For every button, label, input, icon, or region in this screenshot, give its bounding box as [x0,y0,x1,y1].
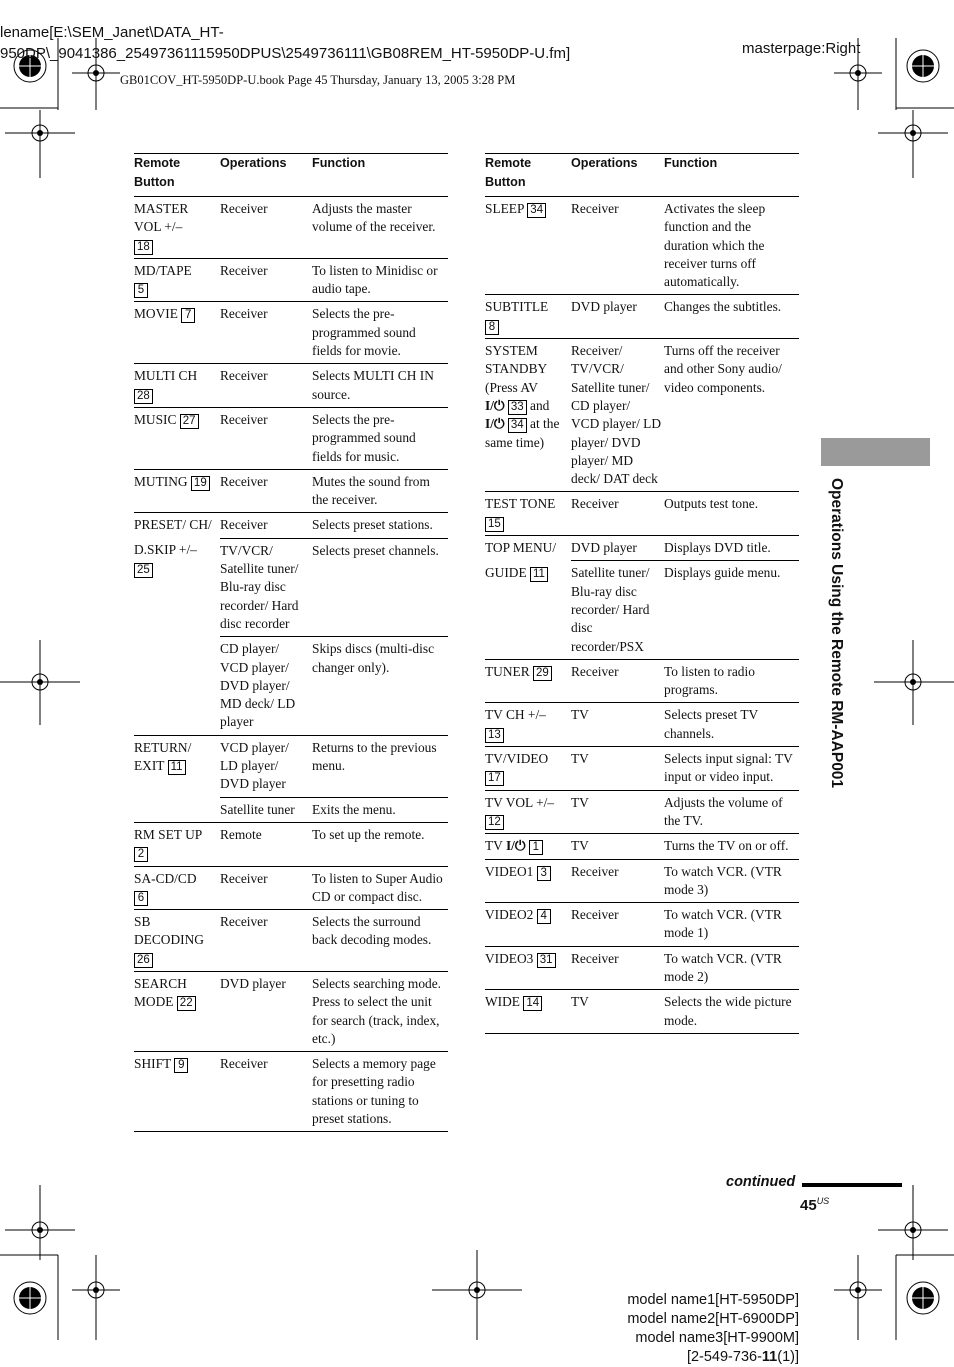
key-number-badge: 4 [537,909,551,924]
table-row: SEARCH MODE 22 DVD player Selects searching mode. Press to select the unit for search (track, index, etc.) [134,971,448,1051]
continued-bar [802,1183,902,1187]
table-row: MD/TAPE 5 Receiver To listen to Minidisc or audio tape. [134,258,448,302]
page-number: $45^{US}$ [800,1196,830,1214]
model-name-1: model name1[HT-5950DP] [627,1292,799,1308]
table-row: D.SKIP +/– 25 TV/VCR/ Satellite tuner/ Blu-ray disc recorder/ Hard disc recorder Selects preset channels. [134,538,448,636]
key-number-badge: 6 [134,891,148,906]
key-number-badge: 33 [508,400,527,415]
table-row: TV CH +/– 13 TV Selects preset TV channels. [485,703,799,747]
key-number-badge: 14 [523,996,542,1011]
table-row: VIDEO1 3 Receiver To watch VCR. (VTR mode 3) [485,859,799,903]
model-name-3: model name3[HT-9900M] [635,1330,799,1346]
header-function: Function [312,154,448,197]
part-number: [2-549-736-11(1)] [686,1349,799,1365]
table-row: MUTING 19 Receiver Mutes the sound from the receiver. [134,469,448,513]
key-number-badge: 28 [134,389,153,404]
table-row: TV/VIDEO 17 TV Selects input signal: TV input or video input. [485,747,799,791]
table-row: TOP MENU/ DVD player Displays DVD title. [485,536,799,561]
table-row: TV VOL +/– 12 TV Adjusts the volume of the TV. [485,790,799,834]
table-row: CD player/ VCD player/ DVD player/ MD deck/ LD player Skips discs (multi-disc changer only). [134,637,448,735]
key-number-badge: 19 [191,476,210,491]
header-remote-button: Remote Button [134,154,220,197]
key-number-badge: 26 [134,953,153,968]
key-number-badge: 29 [533,666,552,681]
key-number-badge: 15 [485,517,504,532]
table-row: VIDEO2 4 Receiver To watch VCR. (VTR mode 1) [485,903,799,947]
key-number-badge: 27 [180,414,199,429]
key-number-badge: 34 [508,418,527,433]
key-number-badge: 5 [134,283,148,298]
table-row: TV I/⏻ 1 TV Turns the TV on or off. [485,834,799,859]
remote-operations-table-right [485,153,799,1034]
table-row: TEST TONE 15 Receiver Outputs test tone. [485,492,799,536]
key-number-badge: 11 [168,760,186,775]
key-number-badge: 31 [537,953,556,968]
table-header-row [134,154,448,197]
table-row: PRESET/ CH/ Receiver Selects preset stations. [134,513,448,538]
key-number-badge: 3 [537,866,551,881]
table-row: SB DECODING 26 Receiver Selects the surround back decoding modes. [134,910,448,972]
key-number-badge: 1 [529,840,543,855]
filename-line-1: lename[E:\SEM_Janet\DATA_HT- [0,24,224,41]
key-number-badge: 12 [485,815,504,830]
table-row: MOVIE 7 Receiver Selects the pre-programmed sound fields for movie. [134,302,448,364]
table-row: SLEEP 34 Receiver Activates the sleep function and the duration which the receiver turns off automatically. [485,197,799,295]
key-number-badge: 11 [530,567,548,582]
table-row: VIDEO3 31 Receiver To watch VCR. (VTR mode 2) [485,946,799,990]
section-tab [821,438,930,466]
table-row: RM SET UP 2 Remote To set up the remote. [134,822,448,866]
table-row: MASTER VOL +/– 18 Receiver Adjusts the master volume of the receiver. [134,197,448,259]
table-row: Satellite tuner Exits the menu. [134,797,448,822]
section-title-vertical: Operations Using the Remote RM-AAP001 [828,478,845,789]
key-number-badge: 22 [177,996,196,1011]
continued-label: continued [726,1174,796,1190]
remote-operations-table-left [134,153,448,1132]
key-number-badge: 18 [134,240,153,255]
key-number-badge: 34 [527,203,546,218]
table-row: SA-CD/CD 6 Receiver To listen to Super Audio CD or compact disc. [134,866,448,910]
key-number-badge: 17 [485,771,504,786]
power-symbol-icon: I/⏻ [505,838,526,854]
table-row: MULTI CH 28 Receiver Selects MULTI CH IN source. [134,364,448,408]
table-row: SYSTEM STANDBY (Press AV I/⏻ 33 and I/⏻ 34 at the same time) Receiver/ TV/VCR/ Satellite tuner/ CD player/ VCD player/ LD player/ DVD player/ MD deck/ DAT deck Turns off the receiver and other Sony audio/ video components. [485,339,799,492]
book-info-line: GB01COV_HT-5950DP-U.book Page 45 Thursday, January 13, 2005 3:28 PM [120,73,516,87]
model-info [570,1291,799,1367]
header-function: Function [664,154,799,197]
table-row: TUNER 29 Receiver To listen to radio programs. [485,659,799,703]
key-number-badge: 25 [134,563,153,578]
table-row: RETURN/ EXIT 11 VCD player/ LD player/ DVD player Returns to the previous menu. [134,735,448,797]
table-row: MUSIC 27 Receiver Selects the pre-programmed sound fields for music. [134,407,448,469]
key-number-badge: 7 [181,308,195,323]
model-name-2: model name2[HT-6900DP] [627,1311,799,1327]
key-number-badge: 2 [134,847,148,862]
table-header-row [485,154,799,197]
masterpage-label: masterpage:Right [742,40,861,57]
key-number-badge: 8 [485,320,499,335]
key-number-badge: 9 [174,1058,188,1073]
table-row: WIDE 14 TV Selects the wide picture mode. [485,990,799,1034]
filename-line-2: 950DP\_9041386_25497361115950DPUS\2549736111\GB08REM_HT-5950DP-U.fm] [0,45,571,62]
table-row: GUIDE 11 Satellite tuner/ Blu-ray disc recorder/ Hard disc recorder/PSX Displays guide menu. [485,561,799,659]
table-row: SUBTITLE 8 DVD player Changes the subtitles. [485,295,799,339]
power-symbol-icon: I/⏻ [485,397,505,413]
header-operations: Operations [571,154,664,197]
header-operations: Operations [220,154,312,197]
table-row: SHIFT 9 Receiver Selects a memory page for presetting radio stations or tuning to preset stations. [134,1052,448,1132]
header-remote-button: Remote Button [485,154,571,197]
filename-header [0,22,570,64]
power-symbol-icon: I/⏻ [485,416,505,432]
key-number-badge: 13 [485,728,504,743]
